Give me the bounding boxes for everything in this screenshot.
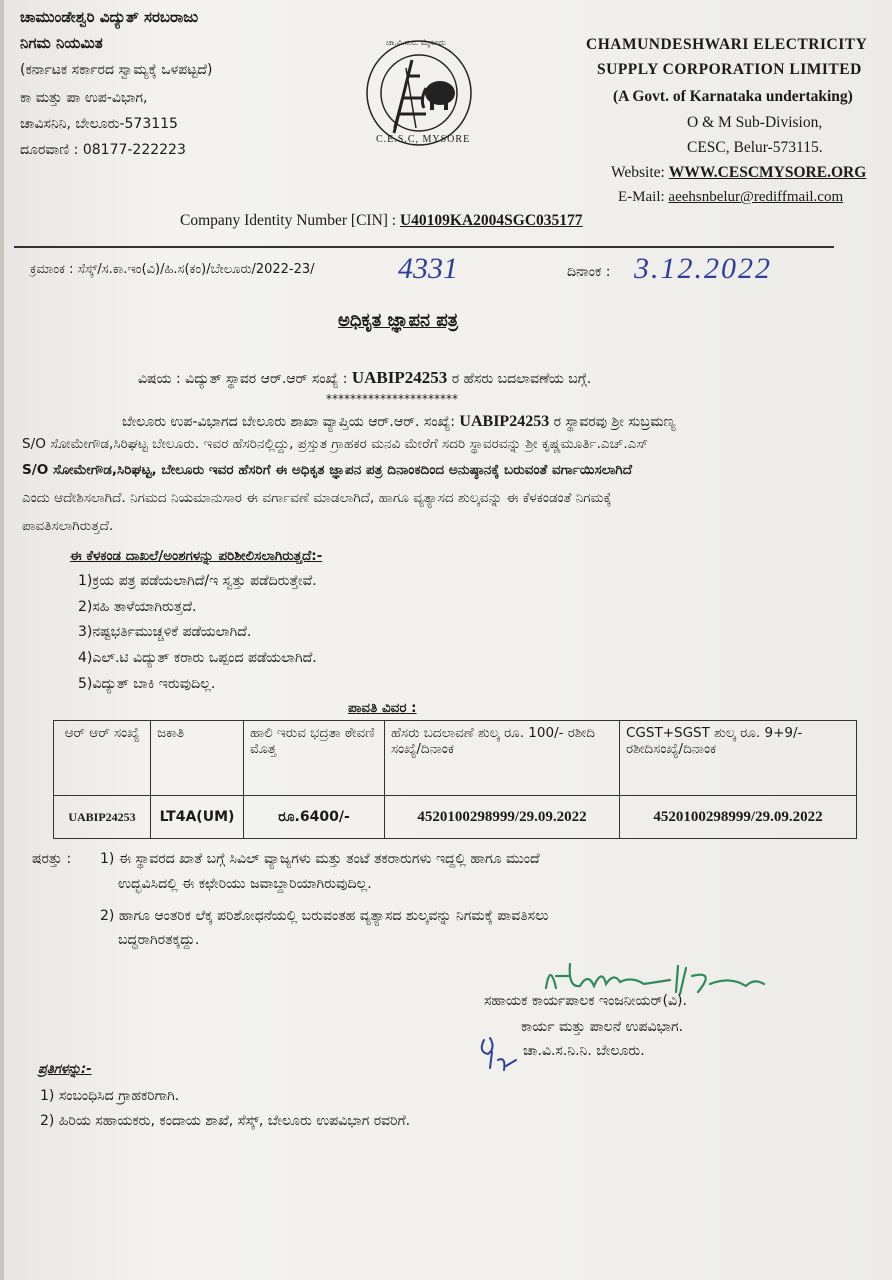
header-kn-line6: ದೂರವಾಣಿ : 08177-222223 — [20, 142, 186, 158]
cin-line — [180, 212, 583, 230]
header-kn-line1: ಚಾಮುಂಡೇಶ್ವರಿ ವಿದ್ಯುತ್ ಸರಬರಾಜು — [20, 8, 199, 26]
document-item-4: 4)ಎಲ್.ಟಿ ವಿದ್ಯುತ್ ಕರಾರು ಒಪ್ಪಂದ ಪಡೆಯಲಾಗಿದೆ. — [78, 650, 317, 666]
col-header-deposit: ಹಾಲಿ ಇರುವ ಭದ್ರತಾ ಠೇವಣಿ ಮೊತ್ತ — [244, 721, 385, 796]
handwritten-ref-number: 4331 — [398, 252, 458, 285]
col-header-name-change-fee: ಹೆಸರು ಬದಲಾವಣೆ ಶುಲ್ಕ ರೂ. 100/- ರಶೀದಿ ಸಂಖ್ಯೆ/ದಿನಾಂಕ — [385, 721, 620, 796]
cell-tariff: LT4A(UM) — [151, 796, 244, 839]
letter-title: ಅಧಿಕೃತ ಜ್ಞಾಪನ ಪತ್ರ — [338, 310, 459, 331]
payment-heading: ಪಾವತಿ ವಿವರ : — [348, 700, 417, 716]
table-row — [54, 796, 857, 839]
col-header-tariff: ಜಕಾತಿ — [151, 721, 244, 796]
website-link[interactable]: WWW.CESCMYSORE.ORG — [668, 164, 867, 181]
document-item-2: 2)ಸಹಿ ತಾಳೆಯಾಗಿರುತ್ತದೆ. — [78, 599, 197, 615]
header-en-line5: CESC, Belur-573115. — [687, 139, 823, 156]
condition-2-line-2: ಬದ್ಧರಾಗಿರತಕ್ಕದ್ದು. — [118, 932, 200, 948]
copy-item-2: 2) ಹಿರಿಯ ಸಹಾಯಕರು, ಕಂದಾಯ ಶಾಖೆ, ಸೆಸ್ಕ್, ಬೇಲೂರು ಉಪವಿಭಾಗ ರವರಿಗೆ. — [40, 1113, 411, 1129]
website-line — [611, 164, 866, 182]
body-rr-number: UABIP24253 — [459, 413, 550, 430]
header-kn-line2: ನಿಗಮ ನಿಯಮಿತ — [20, 34, 103, 52]
body-p1a: ಬೇಲೂರು ಉಪ-ವಿಭಾಗದ ಬೇಲೂರು ಶಾಖಾ ವ್ಯಾಪ್ತಿಯ ಆರ್.ಆರ್. ಸಂಖ್ಯೆ: — [122, 414, 455, 430]
header-kn-line4: ಕಾ ಮತ್ತು ಪಾ ಉಪ-ವಿಭಾಗ, — [20, 90, 148, 106]
header-en-line2: SUPPLY CORPORATION LIMITED — [597, 61, 862, 78]
payment-table — [53, 720, 857, 839]
signatory-location: ಚಾ.ವಿ.ಸ.ನಿ.ನಿ. ಬೇಲೂರು. — [523, 1043, 645, 1059]
cell-name-change-receipt: 4520100298999/29.09.2022 — [385, 796, 620, 839]
initials-mark — [476, 1030, 520, 1076]
header-kn-line3: (ಕರ್ನಾಟಕ ಸರ್ಕಾರದ ಸ್ವಾಮ್ಯಕ್ಕೆ ಒಳಪಟ್ಟದೆ) — [20, 62, 213, 78]
header-en-line1: CHAMUNDESHWARI ELECTRICITY — [586, 36, 868, 53]
website-label: Website: — [611, 164, 665, 181]
logo-top-text: ಚಾ.ವಿ.ಸ.ನಿ. ಮೈಸೂರು — [386, 38, 446, 47]
cell-rr: UABIP24253 — [54, 796, 151, 839]
subject-line — [138, 368, 591, 388]
signatory-office: ಕಾರ್ಯ ಮತ್ತು ಪಾಲನೆ ಉಪವಿಭಾಗ. — [521, 1019, 684, 1035]
email-line — [618, 189, 843, 206]
subject-prefix: ವಿಷಯ : ವಿದ್ಯುತ್ ಸ್ಥಾವರ ಆರ್.ಆರ್ ಸಂಖ್ಯೆ : — [138, 371, 348, 387]
document-item-5: 5)ವಿದ್ಯುತ್ ಬಾಕಿ ಇರುವುದಿಲ್ಲ. — [78, 676, 216, 692]
cin-label: Company Identity Number [CIN] : — [180, 212, 397, 229]
document-item-3: 3)ನಷ್ಟಭರ್ತಿಮುಚ್ಚಳಿಕೆ ಪಡೆಯಲಾಗಿದೆ. — [78, 624, 252, 640]
body-line-4: ಎಂದು ಆದೇಶಿಸಲಾಗಿದೆ. ನಿಗಮದ ನಿಯಮಾನುಸಾರ ಈ ವರ್ಗಾವಣೆ ಮಾಡಲಾಗಿದೆ, ಹಾಗೂ ವ್ಯತ್ಯಾಸದ ಶುಲ್ಕವನ್ನು ಈ ಕೆಳಕಂಡಂತೆ ನಿಗಮಕ್ಕೆ — [22, 490, 612, 506]
conditions-label: ಷರತ್ತು : — [32, 851, 72, 867]
document-item-1: 1)ಕ್ರಯ ಪತ್ರ ಪಡೆಯಲಾಗಿದೆ/ಇ ಸ್ವತ್ತು ಪಡೆದಿರುತ್ತೇವೆ. — [78, 573, 317, 589]
payment-table-header-row — [54, 721, 857, 796]
reference-number: ಕ್ರಮಾಂಕ : ಸೆಸ್ಕ್/ಸ.ಕಾ.ಇಂ(ವಿ)/ಹಿ.ಸ(ಕಂ)/ಬೇಲೂರು/2022-23/ — [30, 262, 315, 277]
condition-1-line-2: ಉದ್ಭವಿಸಿದಲ್ಲಿ ಈ ಕಛೇರಿಯು ಜವಾಬ್ದಾರಿಯಾಗಿರುವುದಿಲ್ಲ. — [118, 876, 372, 892]
header-divider — [14, 246, 834, 248]
cell-deposit: ರೂ.6400/- — [244, 796, 385, 839]
date-label: ದಿನಾಂಕ : — [567, 264, 611, 280]
condition-2-line-1: 2) ಹಾಗೂ ಆಂತರಿಕ ಲೆಕ್ಕ ಪರಿಶೋಧನೆಯಲ್ಲಿ ಬರುವಂತಹ ವ್ಯತ್ಯಾಸದ ಶುಲ್ಕವನ್ನು ನಿಗಮಕ್ಕೆ ಪಾವತಿಸಲು — [100, 908, 549, 924]
email-link[interactable]: aeehsnbelur@rediffmail.com — [668, 189, 844, 205]
copies-heading: ಪ್ರತಿಗಳನ್ನು:- — [38, 1062, 92, 1077]
cell-gst-receipt: 4520100298999/29.09.2022 — [620, 796, 857, 839]
header-en-line3: (A Govt. of Karnataka undertaking) — [613, 88, 853, 105]
body-p1b: ರ ಸ್ಥಾವರವು ಶ್ರೀ ಸುಬ್ರಮಣ್ಯ — [553, 414, 676, 430]
cin-value: U40109KA2004SGC035177 — [399, 212, 583, 229]
col-header-gst-fee: CGST+SGST ಶುಲ್ಕ ರೂ. 9+9/- ರಶೀದಿಸಂಖ್ಯೆ/ದಿನಾಂಕ — [620, 721, 857, 796]
copy-item-1: 1) ಸಂಬಂಧಿಸಿದ ಗ್ರಾಹಕರಿಗಾಗಿ. — [40, 1088, 180, 1104]
subject-rr-number: UABIP24253 — [351, 368, 448, 387]
header-kn-line5: ಚಾವಿಸನಿನಿ, ಬೇಲೂರು-573115 — [20, 116, 178, 132]
handwritten-date: 3.12.2022 — [634, 252, 772, 285]
logo-bottom-text: C.E.S.C, MYSORE — [376, 134, 471, 145]
signatory-designation: ಸಹಾಯಕ ಕಾರ್ಯಪಾಲಕ ಇಂಜನೀಯರ್(ವಿ). — [484, 993, 687, 1009]
subject-suffix: ರ ಹೆಸರು ಬದಲಾವಣೆಯ ಬಗ್ಗೆ. — [451, 371, 592, 387]
cesc-logo — [364, 38, 474, 148]
body-line-5: ಪಾವತಿಸಲಾಗಿರುತ್ತದೆ. — [22, 518, 114, 534]
body-line-3: S/O ಸೋಮೇಗೌಡ,ಸಿರಿಘಟ್ಟ, ಬೇಲೂರು ಇವರ ಹೆಸರಿಗೆ ಈ ಅಧಿಕೃತ ಜ್ಞಾಪನ ಪತ್ರ ದಿನಾಂಕದಿಂದ ಅನುಷ್ಠಾನಕ್ಕೆ ಬರುವಂತೆ ವರ್ಗಾಯಿಸಲಾಗಿದೆ — [22, 462, 633, 478]
header-en-line4: O & M Sub-Division, — [687, 114, 823, 131]
stars-divider: ********************** — [326, 392, 458, 406]
body-line-1 — [122, 413, 675, 431]
letter-page — [4, 0, 892, 1280]
col-header-rr: ಆರ್ ಆರ್ ಸಂಖ್ಯೆ — [54, 721, 151, 796]
email-label: E-Mail: — [618, 189, 665, 205]
condition-1-line-1: 1) ಈ ಸ್ಥಾವರದ ಖಾತೆ ಬಗ್ಗೆ ಸಿವಿಲ್ ವ್ಯಾಜ್ಯಗಳು ಮತ್ತು ತಂಟೆ ತಕರಾರುಗಳು ಇದ್ದಲ್ಲಿ ಹಾಗೂ ಮುಂದೆ — [100, 851, 540, 867]
body-line-2: S/O ಸೋಮೇಗೌಡ,ಸಿರಿಘಟ್ಟ ಬೇಲೂರು. ಇವರ ಹೆಸರಿನಲ್ಲಿದ್ದು, ಪ್ರಸ್ತುತ ಗ್ರಾಹಕರ ಮನವಿ ಮೇರೆಗೆ ಸದರಿ ಸ್ಥಾವರವನ್ನು ಶ್ರೀ ಕೃಷ್ಣಮೂರ್ತಿ.ಎಚ್.ಎಸ್ — [22, 436, 648, 452]
cesc-emblem-icon — [364, 38, 474, 148]
documents-heading: ಈ ಕೆಳಕಂಡ ದಾಖಲೆ/ಅಂಶಗಳನ್ನು ಪರಿಶೀಲಿಸಲಾಗಿರುತ್ತದೆ:- — [70, 548, 323, 564]
